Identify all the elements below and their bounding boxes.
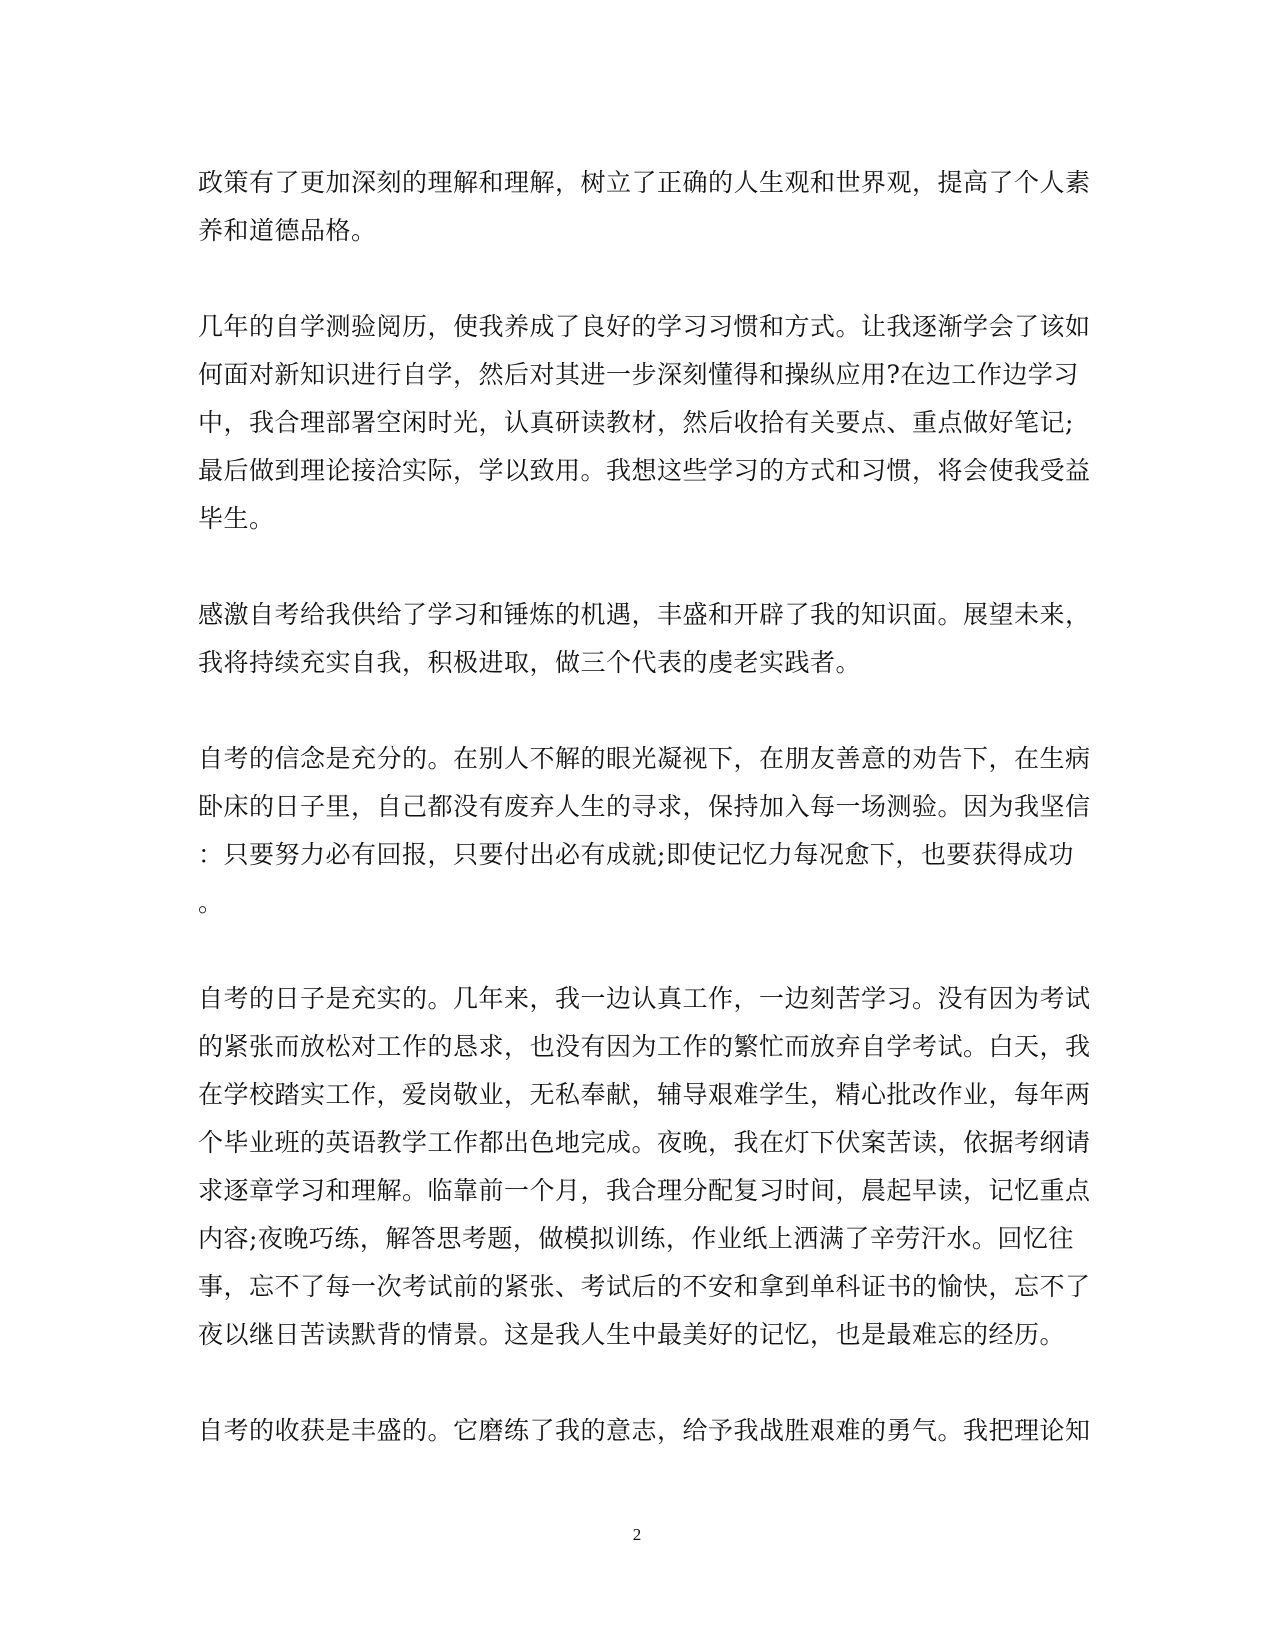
document-body — [198, 159, 1091, 1455]
text-line: 。 — [198, 888, 224, 917]
text-line: 内容;夜晚巧练，解答思考题，做模拟训练，作业纸上洒满了辛劳汗水。回忆往 — [198, 1224, 1074, 1253]
text-line: 几年的自学测验阅历，使我养成了良好的学习习惯和方式。让我逐渐学会了该如 — [198, 312, 1091, 341]
text-line: 自考的日子是充实的。几年来，我一边认真工作，一边刻苦学习。没有因为考试 — [198, 984, 1091, 1013]
text-line: 事，忘不了每一次考试前的紧张、考试后的不安和拿到单科证书的愉快，忘不了 — [198, 1272, 1091, 1301]
paragraph — [198, 591, 1091, 687]
text-line: 毕生。 — [198, 504, 275, 533]
text-line: 自考的信念是充分的。在别人不解的眼光凝视下，在朋友善意的劝告下，在生病 — [198, 744, 1091, 773]
text-line: 感激自考给我供给了学习和锤炼的机遇，丰盛和开辟了我的知识面。展望未来， — [198, 600, 1091, 629]
text-line: 何面对新知识进行自学，然后对其进一步深刻懂得和操纵应用?在边工作边学习 — [198, 360, 1079, 389]
paragraph — [198, 1407, 1091, 1455]
paragraph — [198, 735, 1091, 927]
text-line: 在学校踏实工作，爱岗敬业，无私奉献，辅导艰难学生，精心批改作业，每年两 — [198, 1080, 1091, 1109]
page-number: 2 — [632, 1525, 642, 1544]
text-line: 求逐章学习和理解。临靠前一个月，我合理分配复习时间，晨起早读，记忆重点 — [198, 1176, 1091, 1205]
text-line: 政策有了更加深刻的理解和理解，树立了正确的人生观和世界观，提高了个人素 — [198, 168, 1091, 197]
text-line: 个毕业班的英语教学工作都出色地完成。夜晚，我在灯下伏案苦读，依据考纲请 — [198, 1128, 1091, 1157]
paragraph — [198, 303, 1091, 543]
text-line: 自考的收获是丰盛的。它磨练了我的意志，给予我战胜艰难的勇气。我把理论知 — [198, 1416, 1091, 1445]
text-line: 中，我合理部署空闲时光，认真研读教材，然后收拾有关要点、重点做好笔记; — [198, 408, 1074, 437]
text-line: 夜以继日苦读默背的情景。这是我人生中最美好的记忆，也是最难忘的经历。 — [198, 1320, 1066, 1349]
paragraph — [198, 975, 1091, 1359]
text-line: 最后做到理论接洽实际，学以致用。我想这些学习的方式和习惯，将会使我受益 — [198, 456, 1091, 485]
paragraph — [198, 159, 1091, 255]
text-line: 我将持续充实自我，积极进取，做三个代表的虔老实践者。 — [198, 648, 862, 677]
text-line: 养和道德品格。 — [198, 216, 377, 245]
text-line: ：只要努力必有回报，只要付出必有成就;即使记忆力每况愈下，也要获得成功 — [198, 840, 1074, 869]
text-line: 的紧张而放松对工作的恳求，也没有因为工作的繁忙而放弃自学考试。白天，我 — [198, 1032, 1091, 1061]
text-line: 卧床的日子里，自己都没有废弃人生的寻求，保持加入每一场测验。因为我坚信 — [198, 792, 1091, 821]
